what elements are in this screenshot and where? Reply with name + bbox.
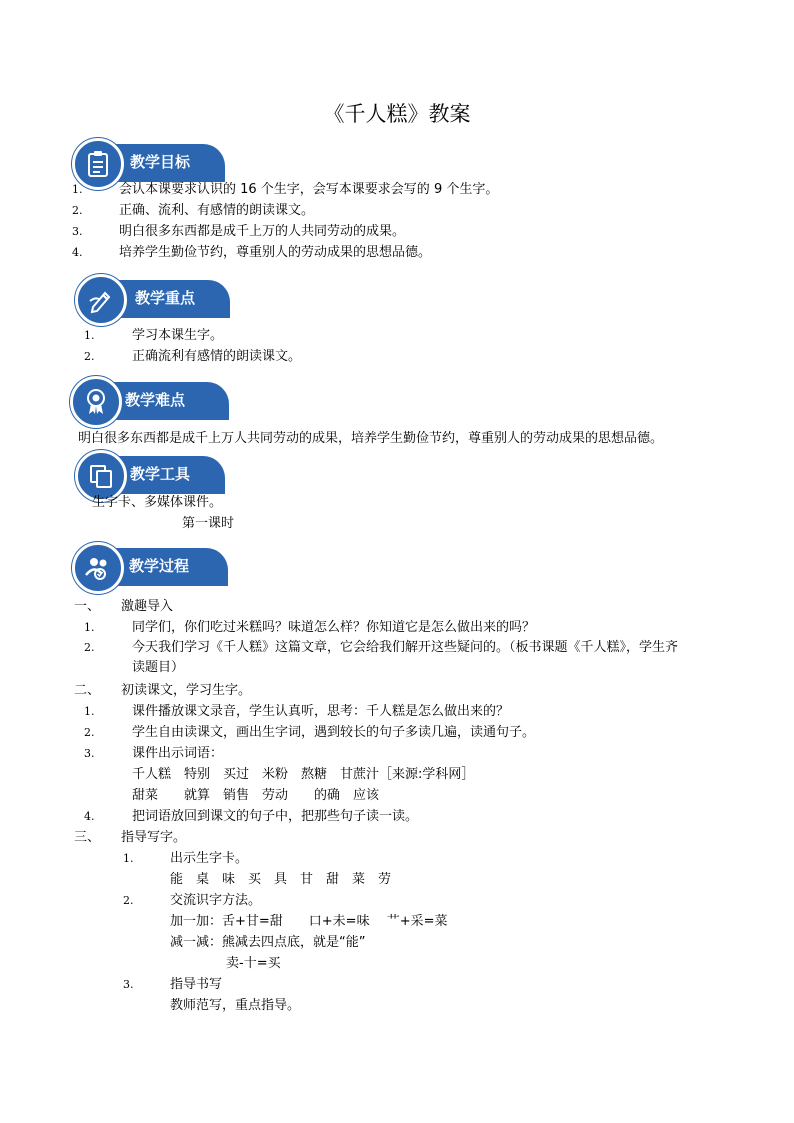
- focus-1: 学习本课生字。: [132, 328, 224, 343]
- objective-2: 正确、流利、有感情的朗读课文。: [119, 203, 315, 218]
- part2-item-2: 学生自由读课文，画出生字词，遇到较长的句子多读几遍，读通句子。: [132, 725, 536, 740]
- part3-step-1: 出示生字卡。: [170, 851, 249, 866]
- objective-1: 会认本课要求认识的 16 个生字，会写本课要求会写的 9 个生字。: [119, 182, 499, 197]
- char-cards: 能 桌 味 买 具 甘 甜 菜 劳: [170, 872, 392, 887]
- part1-title: 激趣导入: [121, 599, 174, 614]
- difficulty-text: 明白很多东西都是成千上万人共同劳动的成果，培养学生勤俭节约，尊重别人的劳动成果的思想品德。: [78, 431, 664, 446]
- page-title: 《千人糕》教案: [323, 102, 471, 126]
- lesson-label: 第一课时: [182, 516, 235, 531]
- pencil-icon: [75, 274, 127, 326]
- vocab-line-1: 千人糕 特别 买过 米粉 熬糖 甘蔗汁［来源:学科网］: [132, 767, 475, 782]
- part2-item-1: 课件播放课文录音，学生认真听，思考：千人糕是怎么做出来的？: [132, 704, 510, 719]
- add-method: 加一加：舌+甘=甜 口+未=味 艹+采=菜: [170, 914, 448, 929]
- award-ribbon-icon: [70, 376, 122, 428]
- part1-item-2-cont: 读题目）: [132, 660, 185, 675]
- part2-item-4: 把词语放回到课文的句子中，把那些句子读一读。: [132, 809, 419, 824]
- sub-method: 减一减：熊减去四点底，就是“能”: [170, 935, 366, 950]
- sub-method-2: 卖-十=买: [226, 956, 281, 971]
- people-icon: [72, 542, 124, 594]
- part3-step-2: 交流识字方法。: [170, 893, 262, 908]
- part3-step-3: 指导书写: [170, 977, 223, 992]
- part2-item-3: 课件出示词语：: [132, 746, 224, 761]
- part1-item-2: 今天我们学习《千人糕》这篇文章，它会给我们解开这些疑问的。（板书课题《千人糕》，学生齐: [132, 640, 679, 655]
- objective-4: 培养学生勤俭节约，尊重别人的劳动成果的思想品德。: [119, 245, 432, 260]
- part3-title: 指导写字。: [121, 830, 187, 845]
- focus-2: 正确流利有感情的朗读课文。: [132, 349, 302, 364]
- tools-text: 生字卡、多媒体课件。: [92, 495, 223, 510]
- objective-3: 明白很多东西都是成千上万的人共同劳动的成果。: [119, 224, 406, 239]
- part3-step-3-detail: 教师范写，重点指导。: [170, 998, 301, 1013]
- part1-item-1: 同学们，你们吃过米糕吗？味道怎么样？你知道它是怎么做出来的吗？: [132, 620, 536, 635]
- vocab-line-2: 甜菜 就算 销售 劳动 的确 应该: [132, 788, 380, 803]
- part2-title: 初读课文，学习生字。: [121, 683, 252, 698]
